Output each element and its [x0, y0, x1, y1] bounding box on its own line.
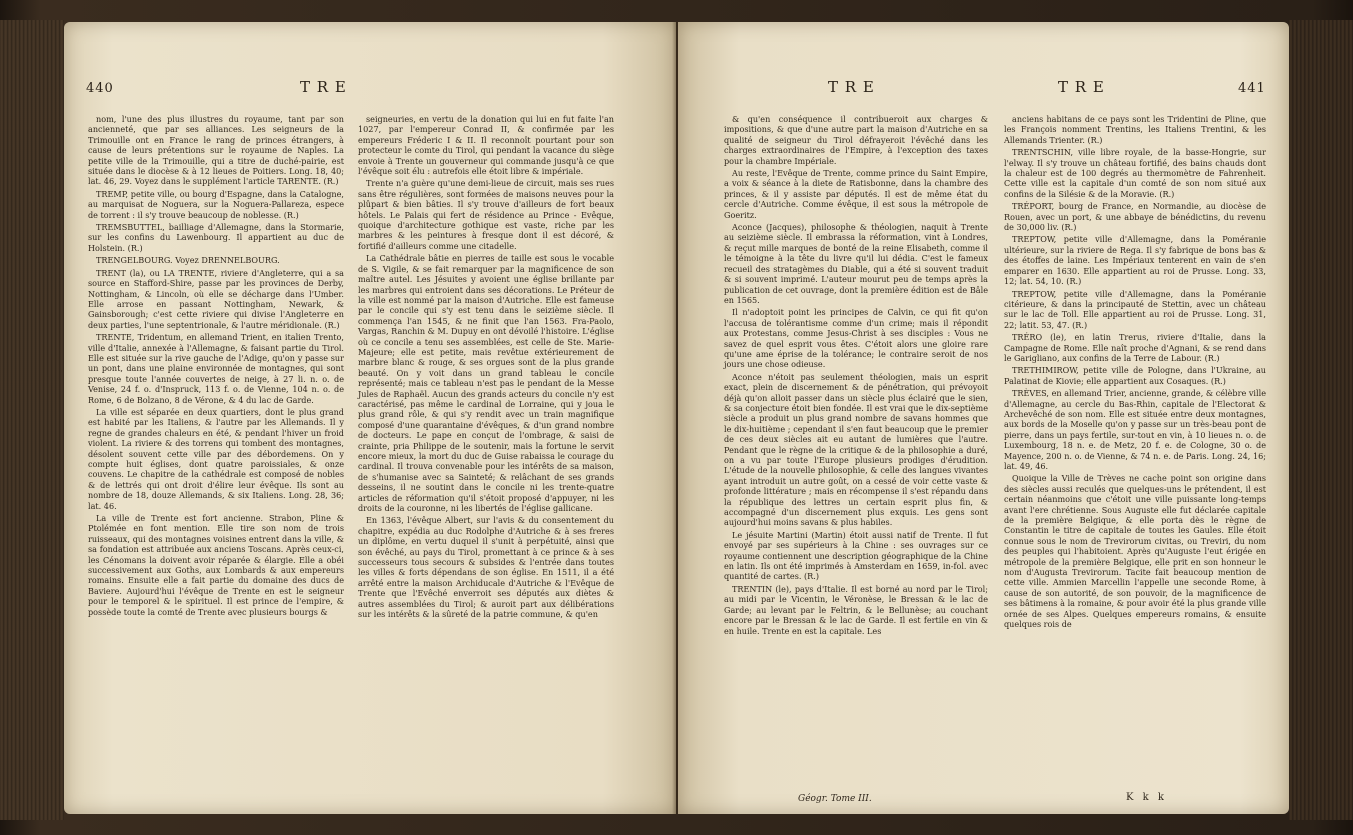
- signature-mark: K k k: [1126, 792, 1167, 803]
- paragraph: nom, l'une des plus illustres du royaume, tant par son ancienneté, que par ses alliances. Les seigneurs de la Trimouille ont en France le rang de princes étrangers, à cause de leurs prétentions sur le royaume de Naples. La petite ville de la Trimouille, qui a titre de duché-pairie, est située dans le diocèse & à 12 lieues de Poitiers. Long. 18, 40; lat. 46, 29. Voyez dans le supplément l'article TARENTE. (R.): [88, 114, 344, 187]
- right-running-head-2: T R E: [1058, 78, 1105, 96]
- paragraph: seigneuries, en vertu de la donation qui lui en fut faite l'an 1027, par l'empereur Conrad II, & confirmée par les empereurs Fréderic I & II. Il reconnoît pourtant pour son protecteur le comte du Tirol, qui pendant la vacance du siège envoie à Trente un gouverneur qui commande jusqu'à ce que l'évêque soit élu : autrefois elle étoit libre & impériale.: [358, 114, 614, 177]
- paragraph: TRENT (la), ou LA TRENTE, riviere d'Angleterre, qui a sa source en Stafford-Shire, passe par les provinces de Derby, Nottingham, & Lincoln, où elle se décharge dans l'Umber. Elle arrose en passant Nottingham, Newark, & Gainsborough; c'est cette riviere qui divise l'Angleterre en deux parties, l'une septentrionale, & l'autre méridionale. (R.): [88, 267, 344, 330]
- paragraph: Trente n'a guère qu'une demi-lieue de circuit, mais ses rues sans être régulières, sont formées de maisons neuves pour la plûpart & bien bâties. Il s'y trouve d'ailleurs de fort beaux hôtels. Le Palais qui fert de résidence au Prince - Evêque, quoique d'architecture gothique est vaste, riche par les marbres & les peintures à fresque dont il est décoré, & fortifié d'ailleurs comme une citadelle.: [358, 178, 614, 251]
- paragraph: TRETHIMIROW, petite ville de Pologne, dans l'Ukraine, au Palatinat de Kiovie; elle appartient aux Cosaques. (R.): [1004, 365, 1266, 386]
- paragraph: La Cathédrale bâtie en pierres de taille est sous le vocable de S. Vigile, & se fait remarquer par la magnificence de son maître autel. Les Jésuites y avoient une église brillante par les marbres qui entroient dans ses décorations. Le Préteur de la ville est nommé par la maison d'Autriche. Elle est fameuse par le concile qui s'y est tenu dans le seizième siècle. Il commença l'an 1545, & ne finit que l'an 1563. Fra-Paolo, Vargas, Ranchin & M. Dupuy en ont dévoilé l'histoire. L'église où ce concile a tenu ses assemblées, est celle de Ste. Marie-Majeure; elle est petite, mais revêtue extérieurement de marbre blanc & rouge, & ses orgues sont de la plus grande beauté. On y voit dans un grand tableau le concile représenté; mais ce tableau n'est pas le pendant de la Messe Jules de Raphaël. Aucun des grands acteurs du concile n'y est caractérisé, pas même le cardinal de Lorraine, qui y joua le plus grand rôle, & qui s'y rendit avec un train magnifique composé d'une quarantaine d'évêques, & d'un grand nombre de docteurs. Le pape en conçut de l'ombrage, & saisi de crainte, pria Philippe de le soutenir, mais la fortune le servit encore mieux, la mort du duc de Guise rabaissa le courage du cardinal. Il trouva convenable pour les intérêts de sa maison, de s'humanise avec sa Sainteté; & relâchant de ses grands desseins, il ne soutint dans le concile ni les trente-quatre articles de réformation qu'il s'étoit proposé d'appuyer, ni les droits de la couronne, ni les libertés de l'église gallicane.: [358, 253, 614, 514]
- paragraph: Aconce (Jacques), philosophe & théologien, naquit à Trente au seizième siècle. Il embrassa la réformation, vint à Londres, & reçut mille marques de bonté de la reine Elisabeth, comme il le témoigne à la tête du livre qu'il lui dédia. C'est le fameux recueil des stratagèmes du Diable, qui a été si souvent traduit & si souvent imprimé. L'auteur mourut peu de temps après la publication de cet ouvrage, dont la première édition est de Bâle en 1565.: [724, 222, 988, 305]
- paragraph: TREMSBUTTEL, bailliage d'Allemagne, dans la Stormarie, sur les confins du Lawenbourg. Il appartient au duc de Holstein. (R.): [88, 222, 344, 253]
- paragraph: Aconce n'étoit pas seulement théologien, mais un esprit exact, plein de discernement & de pénétration, qui prévoyoit déjà qu'on alloit passer dans un siècle plus éclairé que le sien, & sa conjecture étoit bien fondée. Il est vrai que le dix-septième siècle a produit un plus grand nombre de savans hommes que le dix-huitième ; cependant il s'en faut beaucoup que le premier de ces deux siècles ait eu autant de lumières que l'autre. Pendant que le règne de la critique & de la philosophie a duré, on a vu par toute l'Europe plusieurs prodiges d'érudition. L'étude de la nouvelle philosophie, & celle des langues vivantes ayant introduit un autre goût, on a cessé de voir cette vaste & profonde littérature ; mais en récompense il s'est répandu dans la république des lettres un certain esprit plus fin, & accompagné d'un discernement plus exquis. Les gens sont aujourd'hui moins savans & plus habiles.: [724, 371, 988, 528]
- paragraph: TRENTSCHIN, ville libre royale, de la basse-Hongrie, sur l'elway. Il s'y trouve un château fortifié, des bains chauds dont la chaleur est de 100 degrés au thermomètre de Fahrenheit. Cette ville est la capitale d'un comté de son nom situé aux confins de la Silésie & de la Moravie. (R.): [1004, 147, 1266, 199]
- paragraph: anciens habitans de ce pays sont les Tridentini de Pline, que les François nomment Trentins, les Italiens Trentini, & les Allemands Trienter. (R.): [1004, 114, 1266, 145]
- paragraph: Quoique la Ville de Trèves ne cache point son origine dans des siècles aussi reculés que quelques-uns le prétendent, il est certain néanmoins que c'étoit une ville puissante long-temps avant l'ere chrétienne. Sous Auguste elle fut déclarée capitale de la première Belgique, & elle porta dès le règne de Constantin le titre de capitale de toutes les Gaules. Elle étoit connue sous le nom de Trevirorum civitas, ou Treviri, du nom des peuples qui l'habitoient. Après qu'Auguste l'eut érigée en métropole de la première Belgique, elle prit en son honneur le nom d'Augusta Trevirorum. Tacite fait beaucoup mention de cette ville. Ammien Marcellin l'appelle une seconde Rome, à cause de son autorité, de son pouvoir, de la magnificence de ses bâtimens à la romaine, & pour avoir été la plus grande ville ornée de ses Alpes. Quelques empereurs romains, & ensuite quelques rois de: [1004, 473, 1266, 630]
- paragraph: TREMP, petite ville, ou bourg d'Espagne, dans la Catalogne, au marquisat de Noguera, sur la Noguera-Pallareza, espece de torrent : il s'y trouve beaucoup de noblesse. (R.): [88, 188, 344, 220]
- paragraph: La ville est séparée en deux quartiers, dont le plus grand est habité par les Italiens, & l'autre par les Allemands. Il y regne de grandes chaleurs en été, & pendant l'hiver un froid violent. La riviere & des torrens qui tombent des montagnes, désolent souvent cette ville par des débordemens. On y compte huit églises, dont quatre paroissiales, & onze couvens. Le chapitre de la cathédrale est composé de nobles & de lettrés qui ont droit d'élire leur évêque. Ils sont au nombre de 18, douze Allemands, & six Italiens. Long. 28, 36; lat. 46.: [88, 406, 344, 511]
- left-column-2: [358, 114, 614, 622]
- right-page-edges: [1289, 20, 1353, 820]
- paragraph: Le jésuite Martini (Martin) étoit aussi natif de Trente. Il fut envoyé par ses supérieurs à la Chine : ses ouvrages sur ce royaume contiennent une description géographique de la Chine en latin. Ils ont été imprimés à Amsterdam en 1659, in-fol. avec quantité de cartes. (R.): [724, 529, 988, 582]
- volume-footer: Géogr. Tome III.: [798, 794, 872, 804]
- paragraph: En 1363, l'évêque Albert, sur l'avis & du consentement du chapitre, expédia au duc Rodolphe d'Autriche & à ses freres un diplôme, en vertu duquel il s'unit à perpétuité, ainsi que son évêché, au pays du Tirol, promettant à ce prince & à ses successeurs tous secours & subsides & l'entrée dans toutes les villes & forts dépendans de son église. En 1511, il a été arrêté entre la maison Archiducale d'Autriche & l'Evêque de Trente que l'Evêché enverroit ses députés aux diètes & autres assemblées du Tirol; & auroit part aux délibérations sur les intérêts & la sûreté de la patrie commune, & qu'en: [358, 515, 614, 620]
- left-page-number: 440: [86, 81, 114, 96]
- paragraph: TRÉRO (le), en latin Trerus, riviere d'Italie, dans la Campagne de Rome. Elle naît proche d'Agnani, & se rend dans le Garigliano, aux confins de la Terre de Labour. (R.): [1004, 332, 1266, 363]
- paragraph: TRENGELBOURG. Voyez DRENNELBOURG.: [96, 255, 280, 266]
- left-page-edges: [0, 20, 64, 820]
- paragraph: Au reste, l'Evêque de Trente, comme prince du Saint Empire, a voix & séance à la diete de Ratisbonne, dans la chambre des princes, & il y assiste par députés. Il est de même état du cercle d'Autriche. Comme évêque, il est sous la métropole de Goeritz.: [724, 168, 988, 220]
- left-column-1: [88, 114, 344, 619]
- paragraph: & qu'en conséquence il contribueroit aux charges & impositions, & que d'une autre part la maison d'Autriche en sa qualité de seigneur du Tirol défrayeroit l'évêché dans les charges extraordinaires de l'Empire, à l'exception des taxes pour la chambre Impériale.: [724, 114, 988, 166]
- right-column-1: [724, 114, 988, 638]
- paragraph: Il n'adoptoit point les principes de Calvin, ce qui fit qu'on l'accusa de tolérantisme comme d'un crime; mais il répondit aux Protestans, comme Jesus-Christ à ses disciples : Vous ne savez de quel esprit vous êtes. C'étoit alors une gloire rare qu'une ame éprise de la tolérance; le contraire seroit de nos jours une chose odieuse.: [724, 307, 988, 370]
- paragraph: TRENTIN (le), pays d'Italie. Il est borné au nord par le Tirol; au midi par le Vicentin, le Véronèse, le Bressan & le lac de Garde; au levant par le Feltrin, & le Bellunèse; au couchant encore par le Bressan & le lac de Garde. Il est fertile en vin & en huile. Trente en est la capitale. Les: [724, 583, 988, 636]
- paragraph: TREPTOW, petite ville d'Allemagne, dans la Poméranie ultérieure, sur la riviere de Rega. Il s'y fabrique de bons bas & des étoffes de laine. Les Impériaux tenterent en vain de s'en emparer en 1630. Elle appartient au roi de Prusse. Long. 33, 12; lat. 54, 10. (R.): [1004, 234, 1266, 287]
- paragraph: TREPTOW, petite ville d'Allemagne, dans la Poméranie citérieure, & dans la principauté de Stettin, avec un château sur le lac de Toll. Elle appartient au roi de Prusse. Long. 31, 22; latit. 53, 47. (R.): [1004, 288, 1266, 330]
- paragraph: TRÈVES, en allemand Trier, ancienne, grande, & célèbre ville d'Allemagne, au cercle du Bas-Rhin, capitale de l'Electorat & Archevêché de son nom. Elle est située entre deux montagnes, aux bords de la Moselle qu'on y passe sur un très-beau pont de pierre, dans un pays fertile, sur-tout en vin, à 10 lieues n. o. de Luxembourg, 18 n. e. de Metz, 20 f. e. de Cologne, 30 o. de Mayence, 200 n. o. de Vienne, & 74 n. e. de Paris. Long. 24, 16; lat. 49, 46.: [1004, 388, 1266, 471]
- paragraph: TRENTE, Tridentum, en allemand Trient, en italien Trento, ville d'Italie, annexée à l'Allemagne, & faisant partie du Tirol. Elle est située sur la rive gauche de l'Adige, qu'on y passe sur un pont, dans une plaine environnée de montagnes, qui sont presque toute l'année couvertes de neige, à 27 li. n. o. de Venise, 24 f. o. d'Inspruck, 113 f. o. de Vienne, 104 n. o. de Rome, 6 de Bolzano, 8 de Vérone, & 4 du lac de Garde.: [88, 332, 344, 405]
- paragraph: TRÉPORT, bourg de France, en Normandie, au diocèse de Rouen, avec un port, & une abbaye de bénédictins, du revenu de 30,000 liv. (R.): [1004, 201, 1266, 233]
- right-page-number: 441: [1238, 81, 1266, 96]
- right-column-2: [1004, 114, 1266, 632]
- right-page: [678, 22, 1289, 814]
- paragraph: La ville de Trente est fort ancienne. Strabon, Pline & Ptolémée en font mention. Elle tire son nom de trois ruisseaux, qui des montagnes voisines entrent dans la ville, & sa fondation est attribuée aux anciens Toscans. Après ceux-ci, les Cénomans la doivent avoir réparée & élargie. Elle a obéi successivement aux Goths, aux Lombards & aux empereurs romains. Ensuite elle a fait partie du domaine des ducs de Baviere. Aujourd'hui l'évêque de Trente en est le seigneur pour le temporel & le spirituel. Il est prince de l'empire, & possède toute la comté de Trente avec plusieurs bourgs &: [88, 513, 344, 617]
- right-running-head: T R E: [828, 78, 875, 96]
- left-page: [64, 22, 676, 814]
- left-running-head: T R E: [300, 78, 347, 96]
